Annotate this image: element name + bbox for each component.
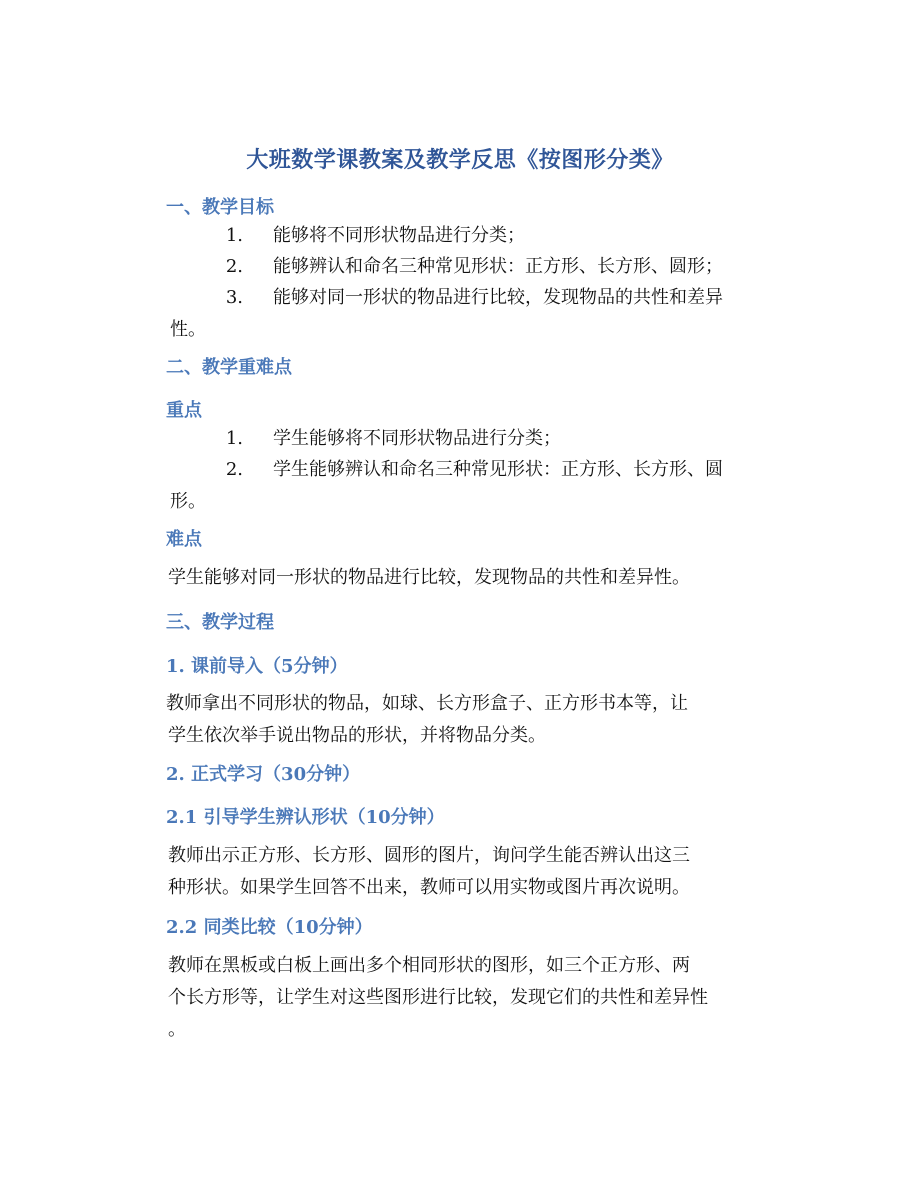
list-text: 能够辨认和命名三种常见形状：正方形、长方形、圆形； — [273, 256, 723, 277]
list-text-continuation: 形。 — [170, 491, 206, 512]
section-heading-goals: 一、教学目标 — [166, 197, 274, 218]
list-text: 能够将不同形状物品进行分类； — [273, 225, 525, 246]
section-heading-process: 三、教学过程 — [166, 612, 274, 633]
list-text: 学生能够辨认和命名三种常见形状：正方形、长方形、圆 — [273, 459, 723, 480]
paragraph-line: 种形状。如果学生回答不出来，教师可以用实物或图片再次说明。 — [168, 877, 690, 898]
paragraph-line: 教师出示正方形、长方形、圆形的图片，询问学生能否辨认出这三 — [168, 845, 690, 866]
paragraph-line: 教师在黑板或白板上画出多个相同形状的图形，如三个正方形、两 — [168, 955, 690, 976]
paragraph: 学生能够对同一形状的物品进行比较，发现物品的共性和差异性。 — [168, 567, 690, 588]
document-title: 大班数学课教案及教学反思《按图形分类》 — [246, 147, 674, 173]
subheading-intro: 1. 课前导入（5分钟） — [166, 656, 348, 677]
list-item — [166, 220, 772, 252]
list-item — [166, 282, 772, 346]
list-number: 3. — [225, 287, 243, 308]
list-item — [166, 251, 772, 283]
list-text-continuation: 性。 — [170, 319, 206, 340]
list-number: 2. — [225, 459, 243, 480]
subheading-key: 重点 — [166, 400, 202, 421]
subheading-compare: 2.2 同类比较（10分钟） — [166, 917, 373, 938]
paragraph-line: 个长方形等，让学生对这些图形进行比较，发现它们的共性和差异性 — [168, 987, 708, 1008]
paragraph-line: 。 — [168, 1019, 186, 1040]
list-number: 2. — [225, 256, 243, 277]
subheading-difficulty: 难点 — [166, 529, 202, 550]
list-number: 1. — [225, 225, 243, 246]
paragraph — [166, 950, 772, 1046]
subheading-formal-learning: 2. 正式学习（30分钟） — [166, 764, 361, 785]
list-item — [166, 423, 772, 455]
list-text: 学生能够将不同形状物品进行分类； — [273, 428, 561, 449]
paragraph — [166, 840, 772, 904]
paragraph-line: 学生依次举手说出物品的形状，并将物品分类。 — [168, 725, 546, 746]
list-text: 能够对同一形状的物品进行比较，发现物品的共性和差异 — [273, 287, 723, 308]
subheading-identify-shapes: 2.1 引导学生辨认形状（10分钟） — [166, 807, 445, 828]
paragraph-line: 教师拿出不同形状的物品，如球、长方形盒子、正方形书本等，让 — [166, 693, 688, 714]
section-heading-key-points: 二、教学重难点 — [166, 357, 292, 378]
list-item — [166, 454, 772, 518]
list-number: 1. — [225, 428, 243, 449]
paragraph — [166, 688, 772, 752]
